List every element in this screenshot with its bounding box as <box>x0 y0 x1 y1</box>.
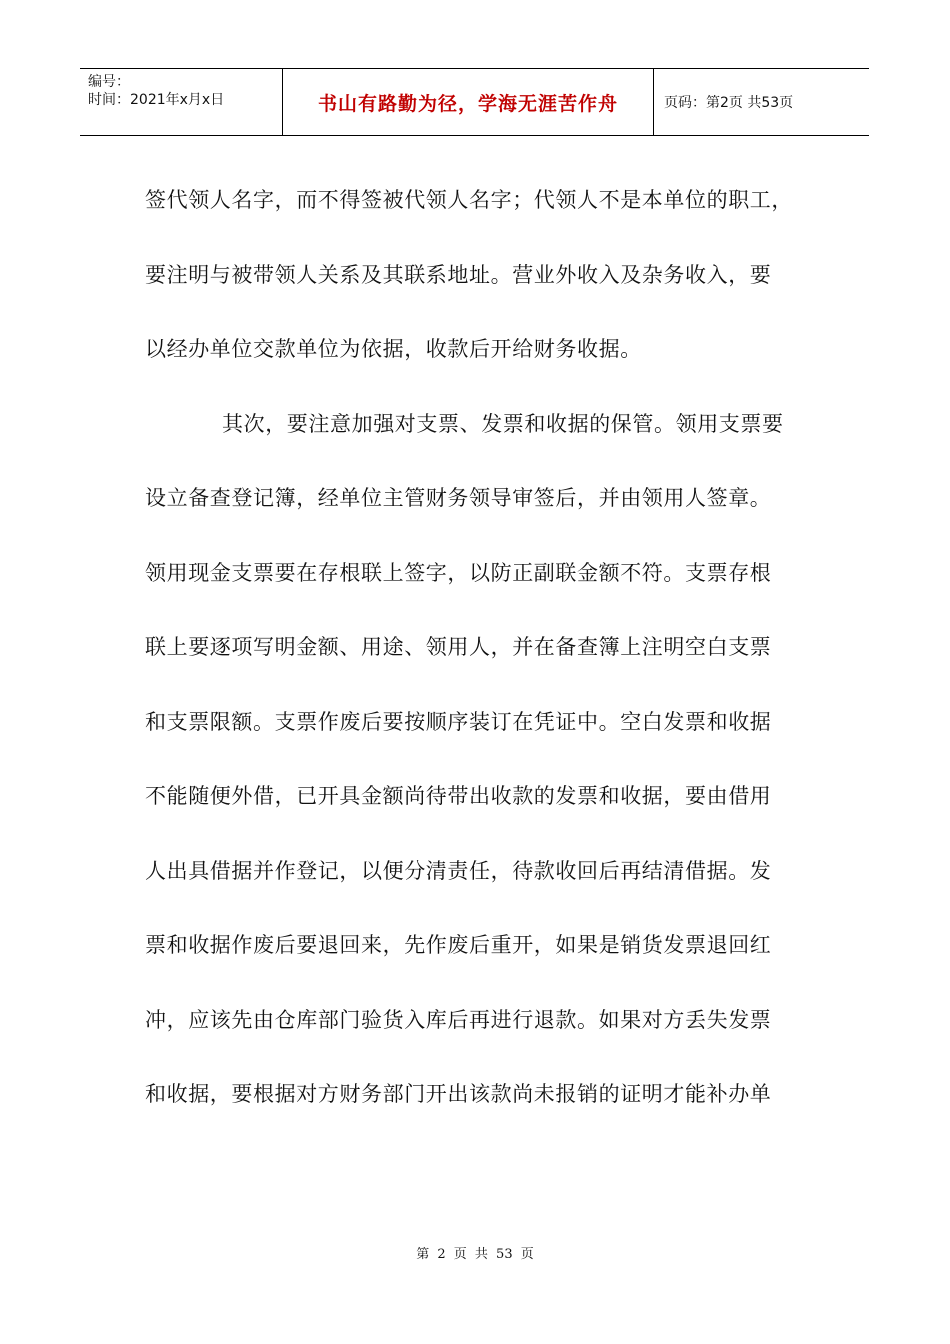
body-line: 和收据，要根据对方财务部门开出该款尚未报销的证明才能补办单 <box>145 1082 772 1106</box>
document-number-label: 编号： <box>88 74 130 90</box>
document-body <box>145 163 810 1132</box>
body-line: 票和收据作废后要退回来，先作废后重开，如果是销货发票退回红 <box>145 933 772 957</box>
body-line: 和支票限额。支票作废后要按顺序装订在凭证中。空白发票和收据 <box>145 709 772 734</box>
body-line: 设立备查登记簿，经单位主管财务领导审签后，并由领用人签章。 <box>145 486 772 510</box>
body-line: 不能随便外借，已开具金额尚待带出收款的发票和收据，要由借用 <box>145 784 772 808</box>
document-header <box>80 68 869 136</box>
header-motto: 书山有路勤为径，学海无涯苦作舟 <box>282 69 654 135</box>
paragraph-start-line: 其次，要注意加强对支票、发票和收据的保管。领用支票要 <box>222 411 784 436</box>
body-line: 签代领人名字，而不得签被代领人名字；代领人不是本单位的职工， <box>145 188 793 212</box>
body-line: 联上要逐项写明金额、用途、领用人，并在备查簿上注明空白支票 <box>145 635 772 659</box>
body-line: 要注明与被带领人关系及其联系地址。营业外收入及杂务收入，要 <box>145 262 772 287</box>
page-footer: 第 2 页 共 53 页 <box>416 1247 534 1262</box>
body-line: 以经办单位交款单位为依据，收款后开给财务收据。 <box>145 337 642 361</box>
body-line: 冲，应该先由仓库部门验货入库后再进行退款。如果对方丢失发票 <box>145 1007 772 1032</box>
document-time-label: 时间：2021年x月x日 <box>88 92 225 108</box>
header-meta <box>80 69 282 135</box>
header-page-info: 页码：第2页 共53页 <box>664 95 794 111</box>
body-line: 领用现金支票要在存根联上签字，以防正副联金额不符。支票存根 <box>145 560 772 585</box>
body-line: 人出具借据并作登记，以便分清责任，待款收回后再结清借据。发 <box>145 858 772 883</box>
